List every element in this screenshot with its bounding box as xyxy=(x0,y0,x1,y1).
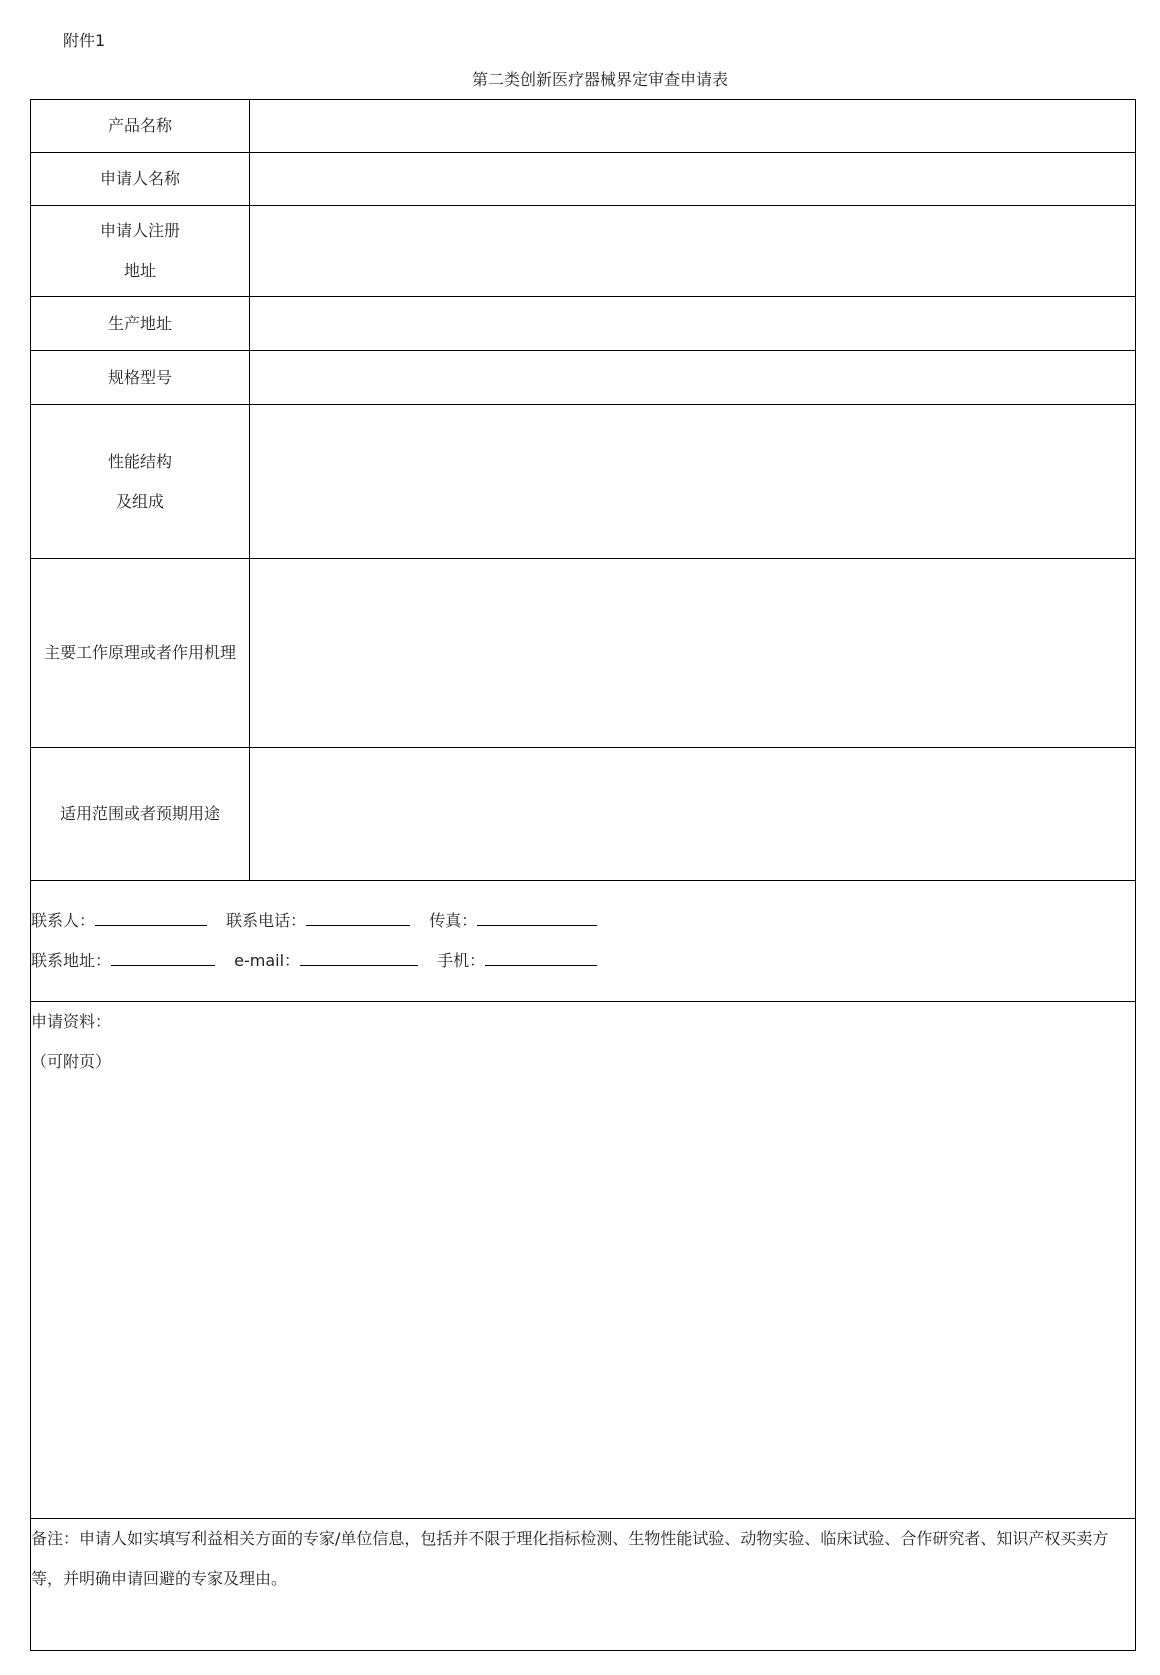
email-label: e-mail： xyxy=(234,951,301,970)
email-blank[interactable] xyxy=(300,951,418,966)
row-application xyxy=(31,1002,1136,1519)
application-cell[interactable] xyxy=(31,1002,1136,1519)
contact-address-blank[interactable] xyxy=(111,951,215,966)
contact-line-1 xyxy=(31,901,1135,941)
mobile-label: 手机： xyxy=(437,951,486,970)
row-applicant-name xyxy=(31,153,1136,206)
principle-field[interactable] xyxy=(250,559,1136,748)
application-label: 申请资料： xyxy=(31,1012,112,1031)
row-scope xyxy=(31,748,1136,881)
applicant-name-label: 申请人名称 xyxy=(31,153,250,206)
application-form-table xyxy=(30,99,1136,1651)
note-line-2: 等，并明确申请回避的专家及理由。 xyxy=(31,1569,288,1588)
fax-label: 传真： xyxy=(429,911,478,930)
note-cell xyxy=(31,1519,1136,1651)
spec-model-label: 规格型号 xyxy=(31,351,250,405)
application-sub-label: （可附页） xyxy=(31,1052,112,1071)
form-title: 第二类创新医疗器械界定审查申请表 xyxy=(471,70,728,89)
mobile-field[interactable] xyxy=(437,941,597,981)
performance-label-line2: 及组成 xyxy=(115,491,164,511)
contact-person-field[interactable] xyxy=(31,901,207,941)
contact-person-label: 联系人： xyxy=(31,911,96,930)
scope-label: 适用范围或者预期用途 xyxy=(31,748,250,881)
performance-field[interactable] xyxy=(250,405,1136,559)
row-applicant-address xyxy=(31,206,1136,297)
applicant-name-field[interactable] xyxy=(250,153,1136,206)
contact-phone-blank[interactable] xyxy=(306,911,410,926)
fax-field[interactable] xyxy=(429,901,597,941)
product-name-label: 产品名称 xyxy=(31,100,250,153)
row-principle xyxy=(31,559,1136,748)
row-note xyxy=(31,1519,1136,1651)
contact-line-2 xyxy=(31,941,1135,981)
row-performance xyxy=(31,405,1136,559)
fax-blank[interactable] xyxy=(477,911,597,926)
contact-phone-label: 联系电话： xyxy=(226,911,307,930)
contact-phone-field[interactable] xyxy=(226,901,410,941)
mobile-blank[interactable] xyxy=(485,951,597,966)
scope-field[interactable] xyxy=(250,748,1136,881)
contact-person-blank[interactable] xyxy=(95,911,207,926)
attachment-label: 附件1 xyxy=(63,31,106,50)
applicant-address-field[interactable] xyxy=(250,206,1136,297)
row-product-name xyxy=(31,100,1136,153)
contact-address-label: 联系地址： xyxy=(31,951,112,970)
contact-address-field[interactable] xyxy=(31,941,215,981)
applicant-address-label-line2: 地址 xyxy=(123,261,156,280)
email-field[interactable] xyxy=(234,941,418,981)
production-address-label: 生产地址 xyxy=(31,297,250,351)
contact-cell xyxy=(31,881,1136,1002)
performance-label-line1: 性能结构 xyxy=(107,451,172,471)
spec-model-field[interactable] xyxy=(250,351,1136,405)
row-spec-model xyxy=(31,351,1136,405)
note-line-1: 备注：申请人如实填写利益相关方面的专家/单位信息，包括并不限于理化指标检测、生物性能试验、动物实验、临床试验、合作研究者、知识产权买卖方 xyxy=(31,1529,1109,1548)
applicant-address-label-line1: 申请人注册 xyxy=(99,221,180,240)
row-production-address xyxy=(31,297,1136,351)
principle-label: 主要工作原理或者作用机理 xyxy=(31,559,250,748)
performance-label xyxy=(31,405,250,559)
row-contact xyxy=(31,881,1136,1002)
product-name-field[interactable] xyxy=(250,100,1136,153)
applicant-address-label xyxy=(31,206,250,297)
production-address-field[interactable] xyxy=(250,297,1136,351)
